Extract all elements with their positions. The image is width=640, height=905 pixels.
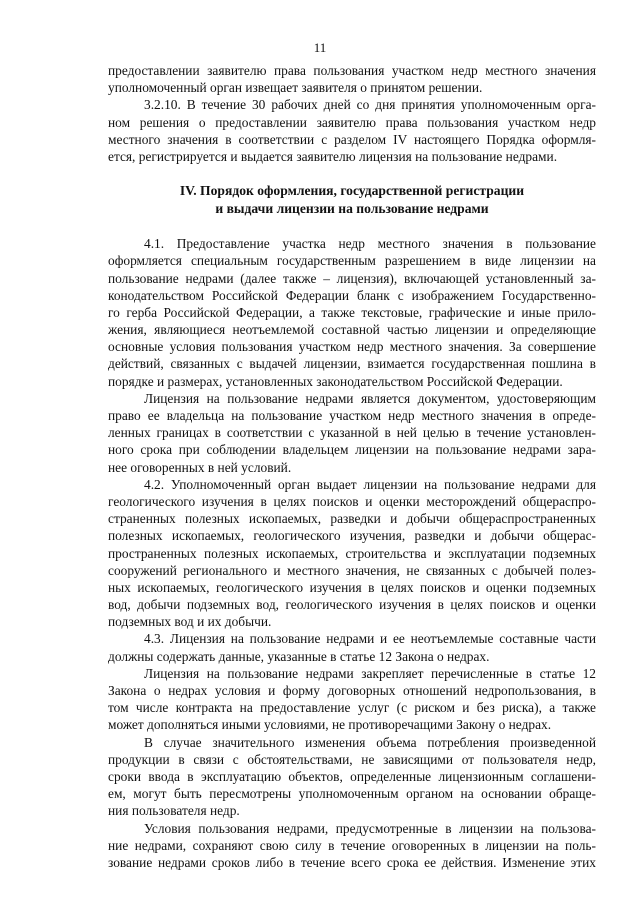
text-line: действий, связанных с выдачей лицензии, взимается государственная пошлина в: [108, 356, 596, 372]
text-line: должны содержать данные, указанные в статье 12 Закона о недрах.: [108, 648, 490, 664]
text-line: ется, регистрируется и выдается заявителю лицензия на пользование недрами.: [108, 148, 558, 164]
text-line: сооружений регионального и местного значения, не связанных с добычей полез-: [108, 562, 596, 578]
text-line: пространенных полезных ископаемых, строительства и эксплуатации подземных: [108, 545, 596, 561]
text-line: местного значения в соответствии с разделом IV настоящего Порядка оформля-: [108, 131, 596, 147]
text-line: конодательством Российской Федерации бланк с изображением Государственно-: [108, 287, 596, 303]
text-line: ние недрами, сохраняют свою силу в течение оговоренных в лицензии на поль-: [108, 837, 596, 853]
text-line: 4.1. Предоставление участка недр местного значения в пользование: [144, 236, 596, 252]
heading-line: IV. Порядок оформления, государственной регистрации: [179, 183, 525, 199]
text-line: ных ископаемых, геологического изучения в целях поисков и оценки подземных: [108, 579, 596, 595]
text-line: основные условия пользования участком недр местного значения. За совершение: [108, 339, 596, 355]
text-line: 4.2. Уполномоченный орган выдает лицензии на пользование недрами для: [144, 476, 596, 492]
text-line: сроки ввода в эксплуатацию объектов, определенные лицензионным соглашени-: [108, 768, 596, 784]
text-line: геологического изучения в целях поисков и оценки месторождений общераспро-: [108, 493, 596, 509]
text-line: том числе контракта на предоставление услуг (с риском и без риска), а также: [108, 700, 596, 716]
text-line: ном решения о предоставлении заявителю права пользования участком недр: [108, 114, 596, 130]
heading-line: и выдачи лицензии на пользование недрами: [215, 200, 489, 216]
document-body: [108, 62, 596, 871]
text-line: Лицензия на пользование недрами является документом, удостоверяющим: [144, 390, 596, 406]
text-line: ем, могут быть пересмотрены уполномоченным органом на основании обраще-: [108, 786, 596, 802]
section-heading: [108, 182, 596, 217]
text-line: ния пользователя недр.: [108, 803, 240, 819]
text-line: подземных вод и их добычи.: [108, 614, 272, 630]
text-line: право ее владельца на пользование участком недр местного значения в опреде-: [108, 408, 596, 423]
text-line: нее оговоренных в ней условий.: [108, 459, 292, 475]
paragraph-continuation: [108, 62, 596, 96]
text-line: оформляется специальным государственным разрешением в виде лицензии на: [108, 253, 596, 269]
paragraph-4-3: [108, 630, 596, 664]
page-number: 11: [313, 40, 327, 55]
text-line: Закона о недрах условия и форму договорных отношений недропользования, в: [108, 683, 596, 698]
text-line: продукции в связи с обстоятельствами, не зависящими от пользователя недр,: [108, 751, 596, 767]
paragraph-4-1: [108, 235, 596, 390]
paragraph-conditions-validity: [108, 820, 596, 872]
paragraph-significant-change: [108, 734, 596, 820]
text-line: 4.3. Лицензия на пользование недрами и ее неотъемлемые составные части: [144, 631, 596, 647]
text-line: зование недрами сроков либо в течение всего срока ее действия. Изменение этих: [108, 854, 596, 870]
text-line: уполномоченный орган извещает заявителя о принятом решении.: [108, 80, 483, 96]
text-line: страненных полезных ископаемых, разведки и добычи общераспространенных: [108, 511, 596, 527]
text-line: В случае значительного изменения объема потребления произведенной: [144, 734, 596, 750]
paragraph-license-conditions: [108, 665, 596, 734]
text-line: порядке и размерах, установленных законодательством Российской Федерации.: [108, 373, 563, 389]
paragraph-3-2-10: [108, 96, 596, 165]
text-line: Лицензия на пользование недрами закрепляет перечисленные в статье 12: [144, 665, 596, 681]
text-line: полезных ископаемых, геологического изучения, разведки и добычи общерас-: [108, 528, 596, 544]
paragraph-4-2: [108, 476, 596, 631]
text-line: жения, являющиеся неотъемлемой составной частью лицензии и определяющие: [108, 322, 596, 338]
text-line: ного срока при соблюдении владельцем лицензии на пользование недрами зара-: [108, 442, 596, 458]
text-line: го герба Российской Федерации, а также текстовые, графические и иные прило-: [108, 304, 596, 320]
text-line: пользование недрами (далее также – лицензия), включающей установленный за-: [108, 270, 596, 286]
text-line: вод, добычи подземных вод, геологического изучения в целях поисков и оценки: [108, 597, 596, 613]
text-line: может дополняться иными условиями, не противоречащими Закону о недрах.: [108, 717, 552, 733]
text-line: Условия пользования недрами, предусмотренные в лицензии на пользова-: [144, 820, 596, 836]
text-line: предоставлении заявителю права пользования участком недр местного значения: [108, 63, 596, 78]
paragraph-license-definition: [108, 390, 596, 476]
text-line: ленных границах в соответствии с указанной в ней целью в течение установлен-: [108, 425, 596, 441]
text-line: 3.2.10. В течение 30 рабочих дней со дня принятия уполномоченным орга-: [144, 97, 596, 113]
